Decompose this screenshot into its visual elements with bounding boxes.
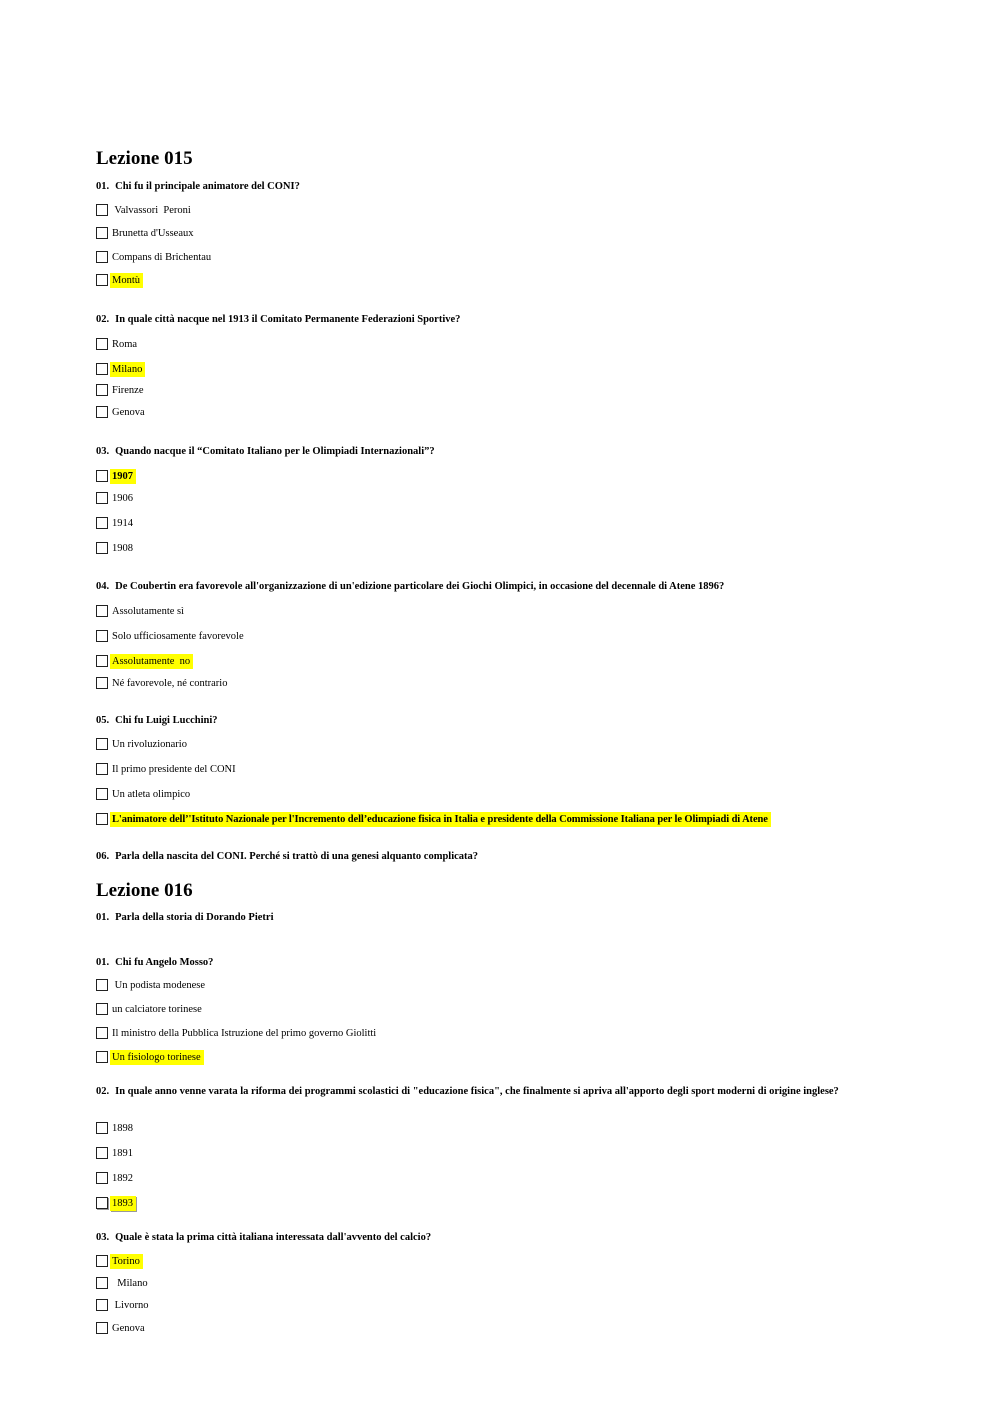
question-label: In quale città nacque nel 1913 il Comitato Permanente Federazioni Sportive? — [115, 314, 461, 325]
answer-option[interactable] — [96, 603, 187, 619]
option-label: un calciatore torinese — [112, 1003, 202, 1015]
option-label: Brunetta d'Usseaux — [112, 227, 194, 239]
question-text — [96, 313, 886, 326]
option-label: 1898 — [112, 1122, 133, 1134]
checkbox[interactable] — [96, 1197, 108, 1209]
question-number: 05. — [96, 715, 110, 726]
option-label: Genova — [112, 1322, 145, 1334]
checkbox[interactable] — [96, 655, 108, 667]
answer-option[interactable] — [96, 761, 239, 777]
checkbox[interactable] — [96, 605, 108, 617]
question-number: 01. — [96, 181, 110, 192]
checkbox[interactable] — [96, 274, 108, 286]
question-text — [96, 714, 886, 727]
checkbox[interactable] — [96, 363, 108, 375]
question-text — [96, 956, 886, 969]
question-text — [96, 580, 886, 593]
question-number: 01. — [96, 957, 110, 968]
checkbox[interactable] — [96, 338, 108, 350]
question-text — [96, 911, 886, 924]
answer-option[interactable] — [96, 515, 136, 531]
option-label: Milano — [112, 1277, 148, 1289]
answer-option[interactable] — [96, 540, 136, 556]
checkbox[interactable] — [96, 1003, 108, 1015]
answer-option[interactable] — [96, 786, 193, 802]
checkbox[interactable] — [96, 542, 108, 554]
question-number: 02. — [96, 1086, 110, 1097]
checkbox[interactable] — [96, 470, 108, 482]
question-label: Quando nacque il “Comitato Italiano per le Olimpiadi Internazionali”? — [115, 446, 435, 457]
question-label: Parla della storia di Dorando Pietri — [115, 912, 274, 923]
answer-option[interactable] — [96, 1275, 151, 1291]
answer-option[interactable] — [96, 361, 145, 377]
checkbox[interactable] — [96, 1051, 108, 1063]
answer-option[interactable] — [96, 1253, 143, 1269]
checkbox[interactable] — [96, 204, 108, 216]
answer-option[interactable] — [96, 1297, 151, 1313]
option-label: Un podista modenese — [112, 979, 206, 991]
checkbox[interactable] — [96, 1172, 108, 1184]
option-label: Un rivoluzionario — [112, 738, 187, 750]
checkbox[interactable] — [96, 492, 108, 504]
option-label: Valvassori Peroni — [112, 204, 191, 216]
answer-option[interactable] — [96, 1025, 379, 1041]
checkbox[interactable] — [96, 1122, 108, 1134]
option-label: Né favorevole, né contrario — [112, 677, 228, 689]
question-label: Chi fu il principale animatore del CONI? — [115, 181, 300, 192]
answer-option[interactable] — [96, 628, 247, 644]
answer-option[interactable] — [96, 468, 136, 484]
question-number: 03. — [96, 446, 110, 457]
checkbox[interactable] — [96, 630, 108, 642]
checkbox[interactable] — [96, 251, 108, 263]
answer-option[interactable] — [96, 736, 190, 752]
option-label: Genova — [112, 406, 145, 418]
lesson-title: Lezione 015 — [96, 148, 193, 169]
option-label: Un atleta olimpico — [112, 788, 191, 800]
checkbox[interactable] — [96, 406, 108, 418]
question-label: In quale anno venne varata la riforma dei programmi scolastici di "educazione fisica", che finalmente si apriva all'apporto degli sport moderni di origine inglese? — [115, 1086, 839, 1097]
checkbox[interactable] — [96, 517, 108, 529]
answer-option[interactable] — [96, 1145, 136, 1161]
option-label: Livorno — [112, 1299, 149, 1311]
option-label: Assolutamente sì — [112, 605, 185, 617]
question-label: Quale è stata la prima città italiana interessata dall'avvento del calcio? — [115, 1232, 432, 1243]
option-label-highlighted: Un fisiologo torinese — [110, 1050, 204, 1065]
option-label: Solo ufficiosamente favorevole — [112, 630, 244, 642]
checkbox[interactable] — [96, 1299, 108, 1311]
option-label: 1891 — [112, 1147, 133, 1159]
checkbox[interactable] — [96, 384, 108, 396]
checkbox[interactable] — [96, 1277, 108, 1289]
question-label: Chi fu Angelo Mosso? — [115, 957, 214, 968]
checkbox[interactable] — [96, 1322, 108, 1334]
answer-option[interactable] — [96, 225, 197, 241]
answer-option[interactable] — [96, 1120, 136, 1136]
option-label: 1908 — [112, 542, 133, 554]
checkbox[interactable] — [96, 1255, 108, 1267]
option-label: Firenze — [112, 384, 144, 396]
question-number: 02. — [96, 314, 110, 325]
option-label: Il primo presidente del CONI — [112, 763, 236, 775]
option-label-highlighted: 1907 — [110, 469, 136, 484]
checkbox[interactable] — [96, 763, 108, 775]
checkbox[interactable] — [96, 979, 108, 991]
answer-option[interactable] — [96, 490, 136, 506]
answer-option[interactable] — [96, 977, 208, 993]
answer-option[interactable] — [96, 653, 193, 669]
answer-option[interactable] — [96, 249, 214, 265]
option-label-highlighted: Assolutamente no — [110, 654, 193, 669]
option-label-highlighted: L'animatore dell’'Istituto Nazionale per l'Incremento dell’educazione fisica in Italia e presidente della Commissione Italiana per le Olimpiadi di Atene — [110, 812, 771, 827]
checkbox[interactable] — [96, 1147, 108, 1159]
option-label: Il ministro della Pubblica Istruzione del primo governo Giolitti — [112, 1027, 377, 1039]
option-label-highlighted: Milano — [110, 362, 145, 377]
question-label: Parla della nascita del CONI. Perché si trattò di una genesi alquanto complicata? — [115, 851, 479, 862]
checkbox[interactable] — [96, 227, 108, 239]
option-label: 1906 — [112, 492, 133, 504]
question-text — [96, 445, 886, 458]
option-label: Roma — [112, 338, 138, 350]
option-label: 1914 — [112, 517, 133, 529]
question-number: 04. — [96, 581, 110, 592]
answer-option[interactable] — [96, 382, 147, 398]
option-label: 1892 — [112, 1172, 133, 1184]
answer-option[interactable] — [96, 202, 194, 218]
question-text — [96, 850, 886, 863]
answer-option[interactable] — [96, 675, 230, 691]
checkbox[interactable] — [96, 813, 108, 825]
checkbox[interactable] — [96, 788, 108, 800]
question-text — [96, 1085, 886, 1098]
question-number: 01. — [96, 912, 110, 923]
option-label-highlighted: 1893 — [110, 1196, 136, 1211]
answer-option[interactable] — [96, 1320, 148, 1336]
answer-option[interactable] — [96, 1195, 136, 1211]
answer-option[interactable] — [96, 1170, 136, 1186]
question-label: Chi fu Luigi Lucchini? — [115, 715, 218, 726]
checkbox[interactable] — [96, 738, 108, 750]
lesson-title: Lezione 016 — [96, 880, 193, 901]
question-text — [96, 1231, 886, 1244]
question-label: De Coubertin era favorevole all'organizzazione di un'edizione particolare dei Giochi Olimpici, in occasione del decennale di Atene 1896? — [115, 581, 725, 592]
question-number: 06. — [96, 851, 110, 862]
checkbox[interactable] — [96, 677, 108, 689]
answer-option[interactable] — [96, 1001, 205, 1017]
answer-option[interactable] — [96, 272, 143, 288]
option-label: Compans di Brichentau — [112, 251, 212, 263]
answer-option[interactable] — [96, 336, 140, 352]
question-number: 03. — [96, 1232, 110, 1243]
option-label-highlighted: Montù — [110, 273, 143, 288]
answer-option[interactable] — [96, 1049, 204, 1065]
answer-option[interactable] — [96, 404, 148, 420]
checkbox[interactable] — [96, 1027, 108, 1039]
question-text — [96, 180, 886, 193]
answer-option[interactable] — [96, 811, 771, 827]
option-label-highlighted: Torino — [110, 1254, 143, 1269]
